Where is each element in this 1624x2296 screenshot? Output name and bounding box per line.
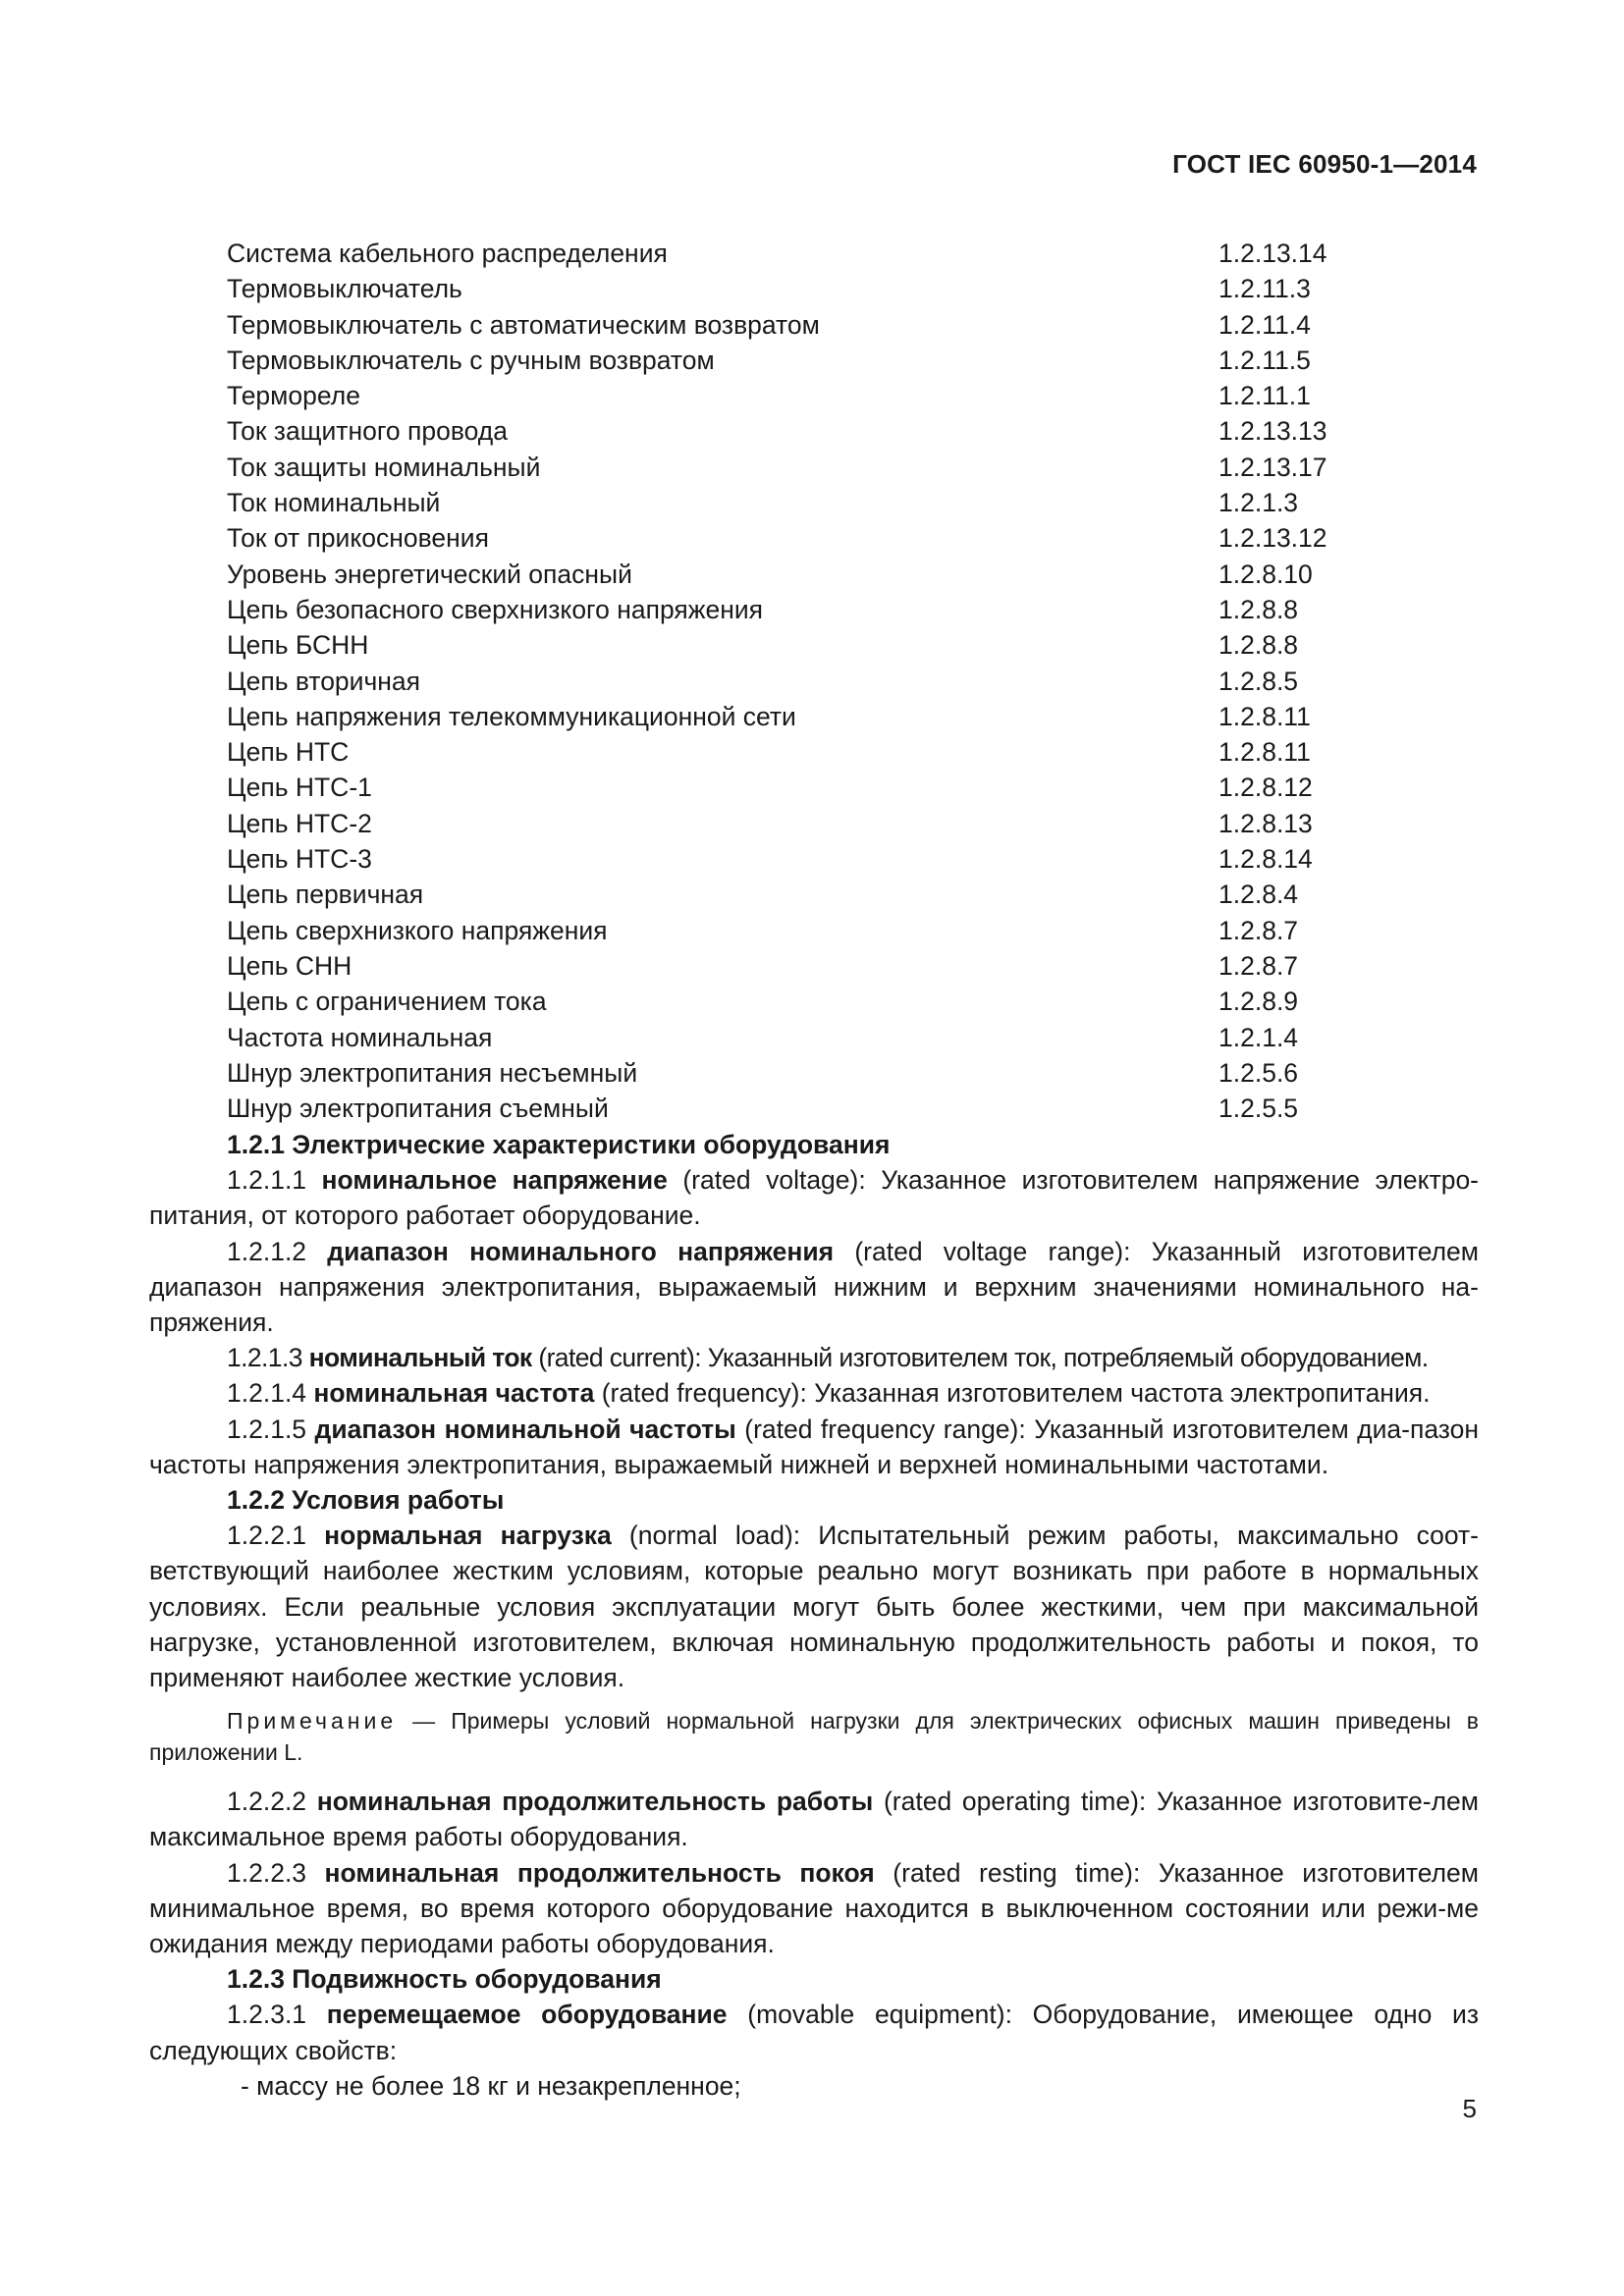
index-term: Ток номинальный <box>227 488 441 518</box>
clause-term: номинальный ток <box>308 1343 532 1373</box>
index-clause-ref: 1.2.1.3 <box>1218 488 1299 518</box>
clause-1-2-1-5 <box>149 1412 1479 1482</box>
note <box>149 1705 1479 1768</box>
index-term: Цепь НТС <box>227 737 350 768</box>
section-title-1-2-1: 1.2.1 Электрические характеристики оборудования <box>227 1130 891 1159</box>
clause-1-2-1-2 <box>149 1234 1479 1341</box>
index-term: Термореле <box>227 381 360 411</box>
index-clause-ref: 1.2.8.7 <box>1218 950 1299 981</box>
index-term: Термовыключатель с автоматическим возвратом <box>227 309 820 340</box>
index-entry <box>227 1055 1405 1091</box>
clause-definition: (rated frequency): Указанная изготовителем частота электропитания. <box>594 1378 1431 1409</box>
clause-1-2-1-4 <box>149 1375 1479 1411</box>
index-term: Система кабельного распределения <box>227 239 668 268</box>
index-term: Ток от прикосновения <box>227 523 489 554</box>
index-entry <box>227 236 1405 271</box>
clause-definition: (rated resting time): Указанное изготовителем минимальное время, во время которого оборудование находится в выключенном состоянии или режи-ме ожидания между периодами работы оборудования. <box>149 1857 1479 1959</box>
clause-1-2-3-1 <box>149 1997 1479 2067</box>
body-text <box>149 1127 1479 2104</box>
index-term: Частота номинальная <box>227 1022 493 1052</box>
index-term: Цепь СНН <box>227 950 352 981</box>
clause-1-2-2-1 <box>149 1518 1479 1695</box>
clause-term: перемещаемое оборудование <box>326 2000 728 2030</box>
clause-1-2-1-1 <box>149 1162 1479 1233</box>
index-term: Цепь первичная <box>227 880 424 910</box>
index-term: Цепь безопасного сверхнизкого напряжения <box>227 594 764 624</box>
index-entry <box>227 699 1405 734</box>
index-term: Цепь напряжения телекоммуникационной сети <box>227 701 796 731</box>
clause-term: номинальная продолжительность покоя <box>324 1857 875 1888</box>
index-entry <box>227 1091 1405 1126</box>
index-term: Уровень энергетический опасный <box>227 559 632 589</box>
clause-definition: (movable equipment): Оборудование, имеющее одно из следующих свойств: <box>149 2000 1479 2065</box>
clause-number: 1.2.1.5 <box>227 1414 315 1444</box>
index-entry <box>227 770 1405 805</box>
index-entry <box>227 592 1405 627</box>
list-item: - массу не более 18 кг и незакрепленное; <box>241 2070 741 2101</box>
index-entry <box>227 413 1405 449</box>
index-clause-ref: 1.2.8.5 <box>1218 666 1299 696</box>
index-term: Цепь НТС-2 <box>227 808 372 838</box>
index-entry <box>227 1020 1405 1055</box>
index-entry <box>227 806 1405 841</box>
clause-number: 1.2.1.2 <box>227 1236 328 1266</box>
clause-definition: (normal load): Испытательный режим работы, максимально соот-ветствующий наиболее жестким условиям, которые реально могут возникать при работе в нормальных условиях. Если реальные условия эксплуатации могут быть более жесткими, чем при максимальной нагрузке, установленной изготовителем, включая номинальную продолжительность работы и покоя, то применяют наиболее жесткие условия. <box>149 1521 1480 1693</box>
clause-term: номинальная продолжительность работы <box>316 1787 874 1817</box>
clause-definition: (rated voltage): Указанное изготовителем напряжение электро-питания, от которого работает оборудование. <box>149 1165 1480 1231</box>
index-entry <box>227 557 1405 592</box>
clause-term: номинальное напряжение <box>321 1165 668 1196</box>
index-clause-ref: 1.2.8.13 <box>1218 808 1313 838</box>
index-term: Цепь вторичная <box>227 666 421 696</box>
clause-number: 1.2.3.1 <box>227 2000 327 2030</box>
index-clause-ref: 1.2.8.7 <box>1218 915 1299 945</box>
clause-term: номинальная частота <box>313 1378 595 1409</box>
section-title-1-2-3: 1.2.3 Подвижность оборудования <box>227 1964 662 1995</box>
clause-1-2-2-2 <box>149 1784 1479 1854</box>
index-clause-ref: 1.2.5.5 <box>1218 1094 1299 1124</box>
clause-number: 1.2.2.1 <box>227 1521 325 1551</box>
index-term: Ток защиты номинальный <box>227 452 541 482</box>
note-label: Примечание <box>227 1708 398 1735</box>
clause-term: диапазон номинального напряжения <box>327 1236 835 1266</box>
index-entry <box>227 984 1405 1019</box>
clause-number: 1.2.1.1 <box>227 1165 322 1196</box>
index-entry <box>227 485 1405 520</box>
clause-definition: (rated voltage range): Указанный изготовителем диапазон напряжения электропитания, выражаемый нижним и верхним значениями номинального на-пряжения. <box>149 1236 1479 1338</box>
index-entry <box>227 841 1405 877</box>
index-clause-ref: 1.2.8.11 <box>1218 737 1311 768</box>
index-clause-ref: 1.2.13.17 <box>1218 452 1327 482</box>
index-clause-ref: 1.2.8.11 <box>1218 701 1311 731</box>
index-clause-ref: 1.2.1.4 <box>1218 1022 1299 1052</box>
section-title-1-2-2: 1.2.2 Условия работы <box>227 1485 505 1516</box>
index-term: Цепь НТС-1 <box>227 773 372 803</box>
index-clause-ref: 1.2.8.8 <box>1218 630 1299 661</box>
index-clause-ref: 1.2.8.10 <box>1218 559 1313 589</box>
index-entry <box>227 271 1405 306</box>
index-term: Термовыключатель <box>227 274 462 304</box>
clause-number: 1.2.1.3 <box>227 1343 309 1373</box>
clause-term: нормальная нагрузка <box>324 1521 612 1551</box>
page-number: 5 <box>1462 2094 1477 2123</box>
index-entry <box>227 343 1405 378</box>
index-term: Ток защитного провода <box>227 416 508 447</box>
clause-number: 1.2.1.4 <box>227 1378 314 1409</box>
index-entry <box>227 664 1405 699</box>
index-term: Шнур электропитания несъемный <box>227 1057 638 1088</box>
clause-1-2-1-3 <box>149 1340 1479 1375</box>
clause-1-2-2-3 <box>149 1855 1479 1962</box>
clause-definition: (rated current): Указанный изготовителем ток, потребляемый оборудованием. <box>531 1343 1429 1373</box>
index-entry <box>227 450 1405 485</box>
index-clause-ref: 1.2.11.3 <box>1218 274 1311 304</box>
index-entry <box>227 627 1405 663</box>
index-term: Цепь с ограничением тока <box>227 987 547 1017</box>
index-entry <box>227 913 1405 948</box>
index-entry <box>227 734 1405 770</box>
clause-term: диапазон номинальной частоты <box>314 1414 736 1444</box>
clause-definition: (rated operating time): Указанное изготовите-лем максимальное время работы оборудования. <box>149 1787 1479 1852</box>
index-entry <box>227 307 1405 343</box>
index-clause-ref: 1.2.8.12 <box>1218 773 1313 803</box>
clause-number: 1.2.2.3 <box>227 1857 325 1888</box>
clause-number: 1.2.2.2 <box>227 1787 317 1817</box>
index-clause-ref: 1.2.8.9 <box>1218 987 1299 1017</box>
index-term: Цепь БСНН <box>227 630 369 661</box>
clause-definition: (rated frequency range): Указанный изготовителем диа-пазон частоты напряжения электропитания, выражаемый нижней и верхней номинальными частотами. <box>149 1414 1479 1479</box>
note-text: — Примеры условий нормальной нагрузки для электрических офисных машин приведены в приложении L. <box>149 1708 1479 1766</box>
index-clause-ref: 1.2.13.12 <box>1218 523 1327 554</box>
index-entry <box>227 877 1405 912</box>
index-term: Термовыключатель с ручным возвратом <box>227 345 715 375</box>
alphabetical-term-index <box>227 236 1405 1126</box>
index-clause-ref: 1.2.8.4 <box>1218 880 1299 910</box>
standard-code-header: ГОСТ IEC 60950-1—2014 <box>1172 149 1477 179</box>
index-clause-ref: 1.2.8.8 <box>1218 594 1299 624</box>
index-term: Шнур электропитания съемный <box>227 1094 609 1124</box>
index-clause-ref: 1.2.13.14 <box>1218 239 1327 268</box>
index-clause-ref: 1.2.11.1 <box>1218 381 1311 411</box>
index-term: Цепь сверхнизкого напряжения <box>227 915 608 945</box>
index-clause-ref: 1.2.11.5 <box>1218 345 1311 375</box>
index-entry <box>227 520 1405 556</box>
index-entry <box>227 378 1405 413</box>
index-clause-ref: 1.2.8.14 <box>1218 844 1313 875</box>
index-clause-ref: 1.2.13.13 <box>1218 416 1327 447</box>
index-clause-ref: 1.2.5.6 <box>1218 1057 1299 1088</box>
index-term: Цепь НТС-3 <box>227 844 372 875</box>
index-entry <box>227 948 1405 984</box>
index-clause-ref: 1.2.11.4 <box>1218 309 1311 340</box>
